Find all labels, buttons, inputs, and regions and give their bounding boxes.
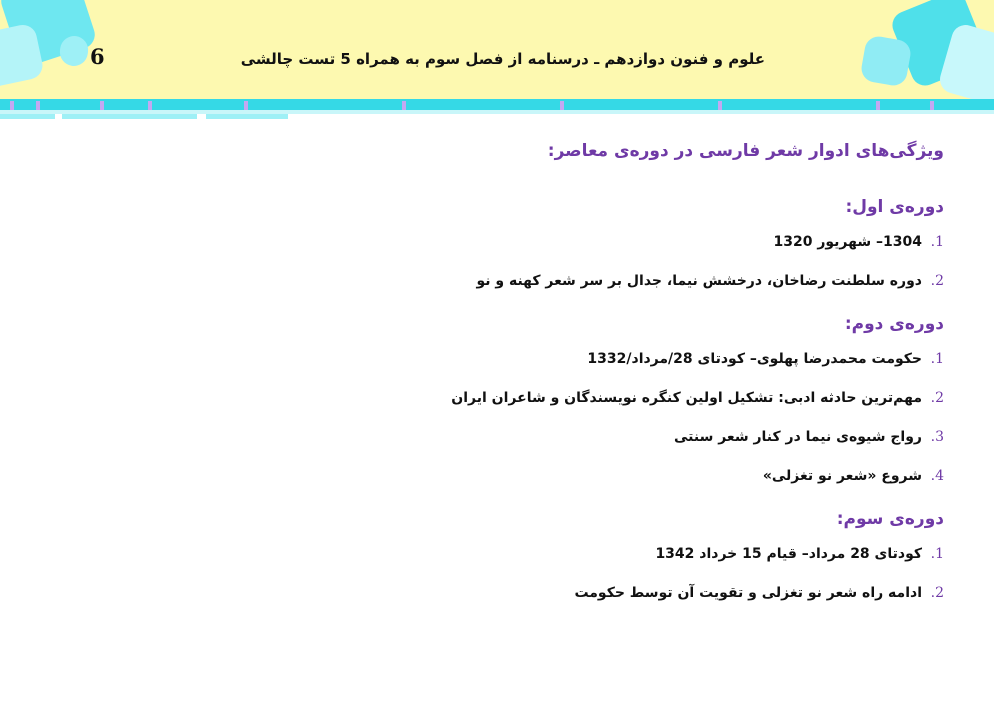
page-number: 6 [90, 44, 105, 69]
stripe-segment [62, 114, 197, 119]
stripe-tick [930, 101, 934, 110]
stripe-tick [100, 101, 104, 110]
section-heading: دوره‌ی دوم: [844, 314, 944, 334]
decorative-tile [859, 34, 912, 87]
stripe-tick [10, 101, 14, 110]
stripe-segment [206, 114, 288, 119]
section-period-2 [64, 311, 944, 488]
stripe-tick [244, 101, 248, 110]
item-number: 1. [930, 234, 944, 250]
stripe-segment [0, 114, 55, 119]
item-text: ادامه راه شعر نو تغزلی و تقویت آن توسط حکومت [574, 585, 922, 601]
stripe-tick [36, 101, 40, 110]
item-number: 2. [930, 585, 944, 601]
item-text: دوره سلطنت رضاخان، درخشش نیما، جدال بر سر شعر کهنه و نو [476, 273, 922, 289]
item-text: حکومت محمدرضا پهلوی– کودتای 28/مرداد/1332 [587, 351, 922, 367]
item-number: 2. [930, 273, 944, 289]
item-number: 2. [930, 390, 944, 406]
list-item [64, 230, 944, 254]
section-heading: دوره‌ی سوم: [836, 509, 944, 529]
section-heading: دوره‌ی اول: [845, 197, 944, 217]
item-text: شروع «شعر نو تغزلی» [762, 468, 922, 484]
item-number: 4. [930, 468, 944, 484]
list-item [64, 269, 944, 293]
list-item [64, 581, 944, 605]
list-item [64, 425, 944, 449]
content [64, 138, 944, 623]
section-period-1 [64, 194, 944, 293]
item-text: مهم‌ترین حادثه ادبی: تشکیل اولین کنگره نویسندگان و شاعران ایران [451, 390, 922, 406]
item-text: رواج شیوه‌ی نیما در کنار شعر سنتی [673, 429, 922, 445]
list-item [64, 386, 944, 410]
item-number: 1. [930, 546, 944, 562]
list-item [64, 464, 944, 488]
header-title: علوم و فنون دوازدهم ـ درسنامه از فصل سوم به همراه 5 تست چالشی [240, 50, 765, 68]
item-number: 1. [930, 351, 944, 367]
stripe-tick [402, 101, 406, 110]
list-item [64, 542, 944, 566]
list-item [64, 347, 944, 371]
section-period-3 [64, 506, 944, 605]
item-text: 1304– شهریور 1320 [773, 234, 922, 250]
stripe-tick [718, 101, 722, 110]
item-number: 3. [930, 429, 944, 445]
stripe-tick [148, 101, 152, 110]
stripe-tick [560, 101, 564, 110]
item-text: کودتای 28 مرداد– قیام 15 خرداد 1342 [655, 546, 922, 562]
stripe-tick [876, 101, 880, 110]
header-banner [0, 0, 994, 100]
main-heading: ویژگی‌های ادوار شعر فارسی در دوره‌ی معاصر: [547, 141, 944, 161]
